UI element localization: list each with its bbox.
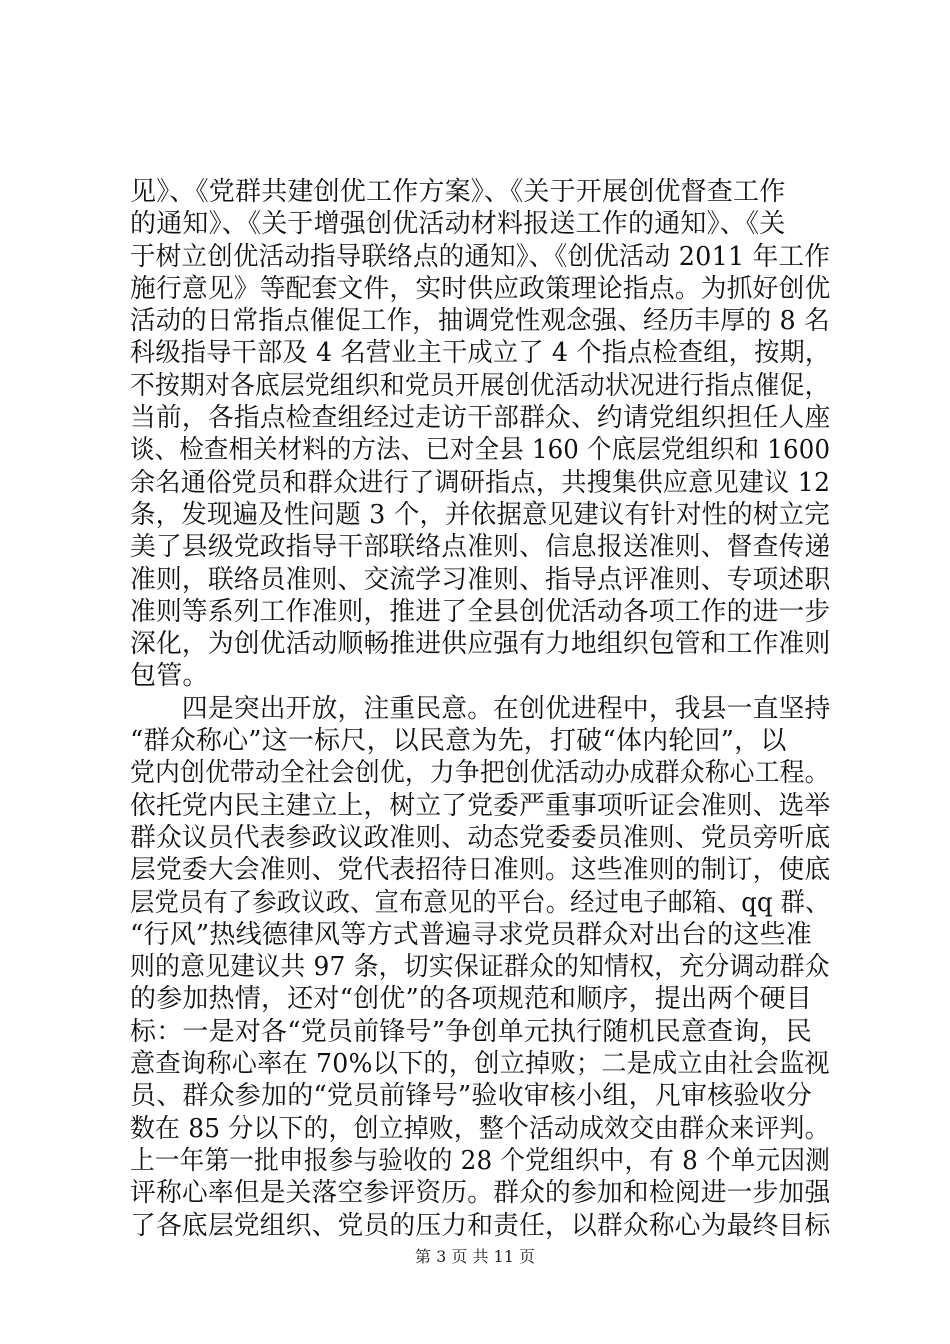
text-line: 于树立创优活动指导联络点的通知》、《创优活动 2011 年工作 xyxy=(130,241,830,272)
text-line: 层党员有了参政议政、宣布意见的平台。经过电子邮箱、qq 群、 xyxy=(130,887,830,918)
text-line: 上一年第一批申报参与验收的 28 个党组织中，有 8 个单元因测 xyxy=(130,1145,831,1176)
text-line: 不按期对各底层党组织和党员开展创优活动状况进行指点催促， xyxy=(130,370,830,401)
text-line: 则的意见建议共 97 条，切实保证群众的知情权，充分调动群众 xyxy=(130,952,830,983)
text-line: 数在 85 分以下的，创立掉败，整个活动成效交由群众来评判。 xyxy=(130,1113,830,1144)
text-line: 见》、《党群共建创优工作方案》、《关于开展创优督查工作 xyxy=(130,177,786,207)
text-line: 深化，为创优活动顺畅推进供应强有力地组织包管和工作准则 xyxy=(130,629,831,660)
page-footer: 第 3 页 共 11 页 xyxy=(415,1247,535,1266)
text-line: 意查询称心率在 70%以下的，创立掉败；二是成立由社会监视 xyxy=(130,1049,830,1080)
text-line: 员、群众参加的“党员前锋号”验收审核小组，凡审核验收分 xyxy=(130,1081,812,1112)
text-line: 准则等系列工作准则，推进了全县创优活动各项工作的进一步 xyxy=(130,596,831,627)
text-line: 活动的日常指点催促工作，抽调党性观念强、经历丰厚的 8 名 xyxy=(130,306,830,337)
text-line: 四是突出开放，注重民意。在创优进程中，我县一直坚持 xyxy=(130,693,831,724)
text-line: “群众称心”这一标尺，以民意为先，打破“体内轮回”，以 xyxy=(130,726,787,757)
text-line: 群众议员代表参政议政准则、动态党委委员准则、党员旁听底 xyxy=(130,822,831,853)
text-line: 条，发现遍及性问题 3 个，并依据意见建议有针对性的树立完 xyxy=(130,499,830,530)
text-line: 科级指导干部及 4 名营业主干成立了 4 个指点检查组，按期， xyxy=(130,338,831,369)
text-line: 的参加热情，还对“创优”的各项规范和顺序，提出两个硬目 xyxy=(130,984,812,1015)
text-line: 谈、检查相关材料的方法、已对全县 160 个底层党组织和 1600 xyxy=(130,435,831,466)
text-line: 包管。 xyxy=(130,661,209,692)
text-line: 了各底层党组织、党员的压力和责任，以群众称心为最终目标 xyxy=(130,1210,831,1241)
text-line: 党内创优带动全社会创优，力争把创优活动办成群众称心工程。 xyxy=(130,758,830,789)
document-body xyxy=(130,176,830,1242)
text-line: 施行意见》等配套文件，实时供应政策理论指点。为抓好创优 xyxy=(130,273,831,304)
text-line: “行风”热线德律风等方式普遍寻求党员群众对出台的这些准 xyxy=(130,919,812,950)
text-line: 美了县级党政指导干部联络点准则、信息报送准则、督查传递 xyxy=(130,532,831,563)
text-line: 标：一是对各“党员前锋号”争创单元执行随机民意查询，民 xyxy=(130,1016,812,1047)
text-line: 层党委大会准则、党代表招待日准则。这些准则的制订，使底 xyxy=(130,855,831,886)
text-line: 当前，各指点检查组经过走访干部群众、约请党组织担任人座 xyxy=(130,403,831,434)
text-line: 余名通俗党员和群众进行了调研指点，共搜集供应意见建议 12 xyxy=(130,467,831,498)
text-line: 评称心率但是关落空参评资历。群众的参加和检阅进一步加强 xyxy=(130,1178,831,1209)
text-line: 的通知》、《关于增强创优活动材料报送工作的通知》、《关 xyxy=(130,209,786,240)
text-line: 准则，联络员准则、交流学习准则、指导点评准则、专项述职 xyxy=(130,564,831,595)
text-line: 依托党内民主建立上，树立了党委严重事项听证会准则、选举 xyxy=(130,790,831,821)
